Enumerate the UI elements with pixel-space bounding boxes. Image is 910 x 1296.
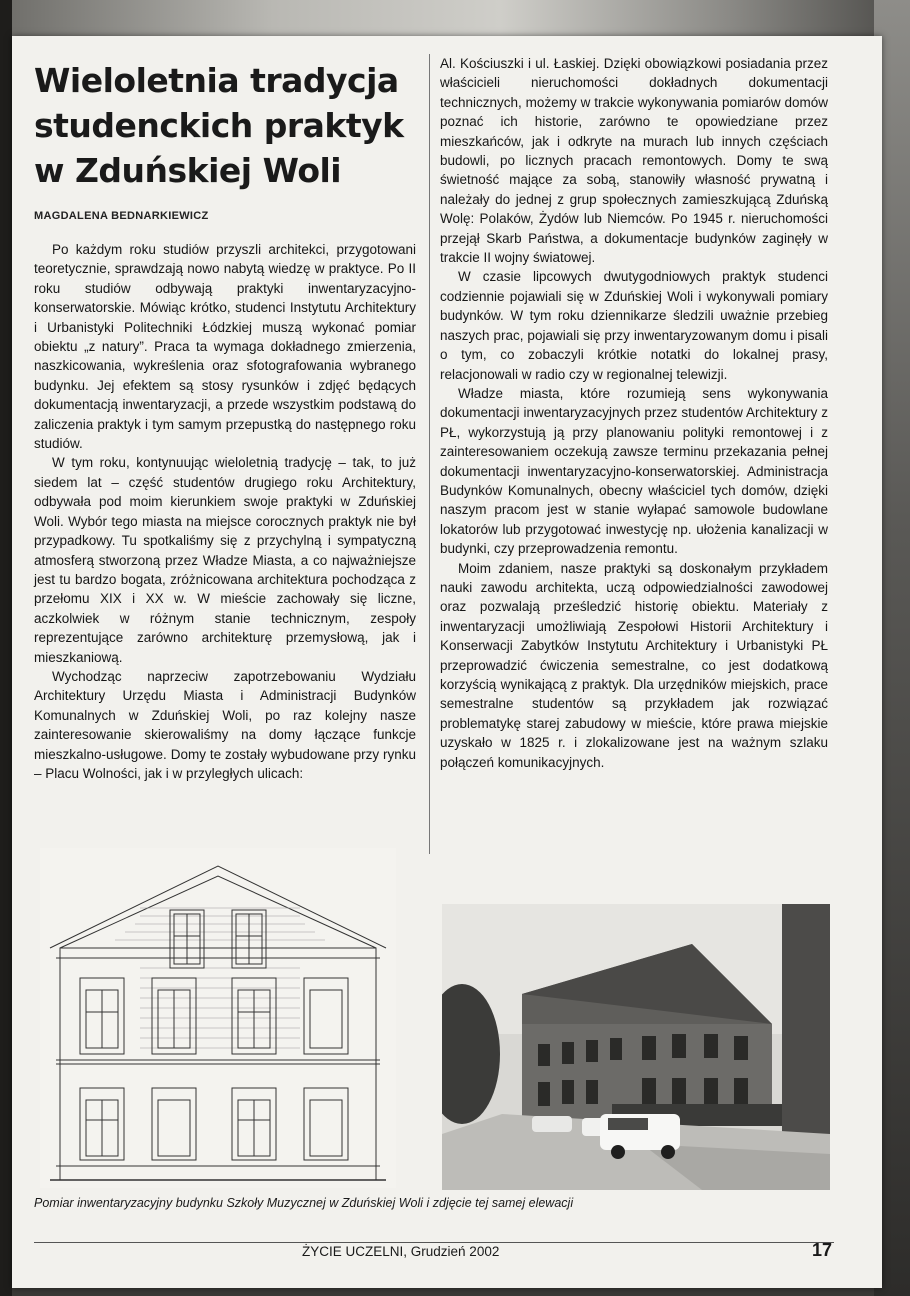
footer-publication: [302, 1244, 499, 1259]
magazine-page: [12, 36, 882, 1288]
paragraph: Moim zdaniem, nasze praktyki są doskonałym przykładem nauki zawodu architekta, uczą odpowiedzialności zawodowej oraz pozwalają prześledzić historię obiektu. Materiały z inwentaryzacji umożliwiają Zespołowi Historii Architektury i Konserwacji Zabytków Instytutu Architektury i Urbanistyki PŁ przeprowadzić ćwiczenia semestralne, co jest dodatkową korzyścią wynikającą z praktyk. Dla urzędników miejskich, prace semestralne studentów są przykładem jak rozwiązać problematykę starej zabudowy w mieście, które prawa miejskie uzyskało w 1825 r. i zlokalizowane jest na ważnym szlaku połączeń komunikacyjnych.: [440, 560, 828, 770]
paragraph: W czasie lipcowych dwutygodniowych praktyk studenci codziennie pojawiali się w Zduńskiej Woli i wykonywali pomiary budynków. W tym roku dziennikarze śledzili uważnie przebieg naszych prac, pojawiali się przy inwentaryzowanym domu i pisali o tym, co zobaczyli krótkie notatki do lokalnej prasy, relacjonowali w radio czy w regionalnej telewizji.: [440, 269, 828, 382]
article-author: MAGDALENA BEDNARKIEWICZ: [34, 210, 209, 222]
footer-rule: [34, 1242, 834, 1243]
article-title: Wieloletnia tradycja studenckich praktyk w Zduńskiej Woli: [34, 61, 404, 190]
facade-elevation-drawing-icon: [40, 848, 396, 1188]
right-column: [440, 54, 828, 772]
paragraph: W tym roku, kontynuując wieloletnią tradycję – tak, to już siedem lat – część studentów drugiego roku Architektury, odbywała pod moim kierunkiem swoje praktyki w Zduńskiej Woli. Wybór tego miasta na miejsce corocznych praktyk nie był przypadkowy. Tu spotkaliśmy się z przychylną i sympatyczną atmosferą stworzoną przez Władze Miasta, a co najważniejsze jest tu bardzo bogata, zróżnicowana architektura pochodząca z przełomu XIX i XX w. W mieście zachowały się liczne, aczkolwiek w różnym stanie technicznym, zespoły reprezentujące zarówno architekturę przemysłową, jak i mieszkaniową.: [34, 455, 416, 665]
column-divider: [429, 54, 430, 854]
figure-caption: Pomiar inwentaryzacyjny budynku Szkoły Muzycznej w Zduńskiej Woli i zdjęcie tej samej elewacji: [34, 1196, 574, 1210]
paragraph: Po każdym roku studiów przyszli architekci, przygotowani teoretycznie, sprawdzają nowo nabytą wiedzę w praktyce. Po II roku studiów odbywają praktyki inwentaryzacyjno-konserwatorskie. Mówiąc krótko, studenci Instytutu Architektury i Urbanistyki Politechniki Łódzkiej muszą wykonać pomiar obiektu „z natury”. Praca ta wymaga dokładnego zmierzenia, naszkicowania, wykreślenia oraz sfotografowania wybranego budynku. Jej efektem są stosy rysunków i zdjęć będących dokumentacją inwentaryzacji, a przede wszystkim podstawą do zaliczenia praktyk i tym samym przepustką do następnego roku studiów.: [34, 242, 416, 452]
publication-date: Grudzień 2002: [410, 1244, 500, 1259]
paragraph: Władze miasta, które rozumieją sens wykonywania dokumentacji inwentaryzacyjnych przez studentów Architektury z PŁ, wykorzystują ją przy planowaniu polityki remontowej i z zainteresowaniem oczekują zawsze terminu przekazania pełnej dokumentacji inwentaryzacyjno-konserwatorskiej. Administracja Budynków Komunalnych, obecny właściciel tych domów, dzięki naszym pracom jest w stanie wyłapać samowole budowlane lokatorów lub przygotować inwestycję np. ułożenia kanalizacji w budynki, czy przeprowadzenia remontu.: [440, 385, 828, 557]
street-building-photo-icon: [442, 904, 830, 1190]
scan-background-left: [0, 0, 12, 1296]
paragraph: Al. Kościuszki i ul. Łaskiej. Dzięki obowiązkowi posiadania przez właścicieli nieruchomości dokładnych dokumentacji technicznych, możemy w trakcie wykonywania pomiarów domów poznać ich historie, zarówno te opowiedziane przez mieszkańców, jak i odkryte na murach lub innych częściach budowli, po licznych pracach remontowych. Domy te swą świetność mające za sobą, stanowiły własność prywatną i należały do jednej z grup społecznych zamieszkującą Zduńską Wolę: Polaków, Żydów lub Niemców. Po 1945 r. nieruchomości przejął Skarb Państwa, a dokumentacje budynków zaginęły w trakcie II wojny światowej.: [440, 56, 828, 266]
paragraph: Wychodząc naprzeciw zapotrzebowaniu Wydziału Architektury Urzędu Miasta i Administracji Budynków Komunalnych w Zduńskiej Woli, po raz kolejny nasze zainteresowanie skierowaliśmy na domy łączące funkcje mieszkalno-usługowe. Domy te zostały wybudowane przy rynku – Placu Wolności, jak i w przyległych ulicach:: [34, 668, 416, 781]
scan-background-top: [0, 0, 910, 40]
left-column: [34, 240, 416, 783]
page-number: 17: [812, 1240, 833, 1260]
publication-name: ŻYCIE UCZELNI,: [302, 1244, 408, 1259]
